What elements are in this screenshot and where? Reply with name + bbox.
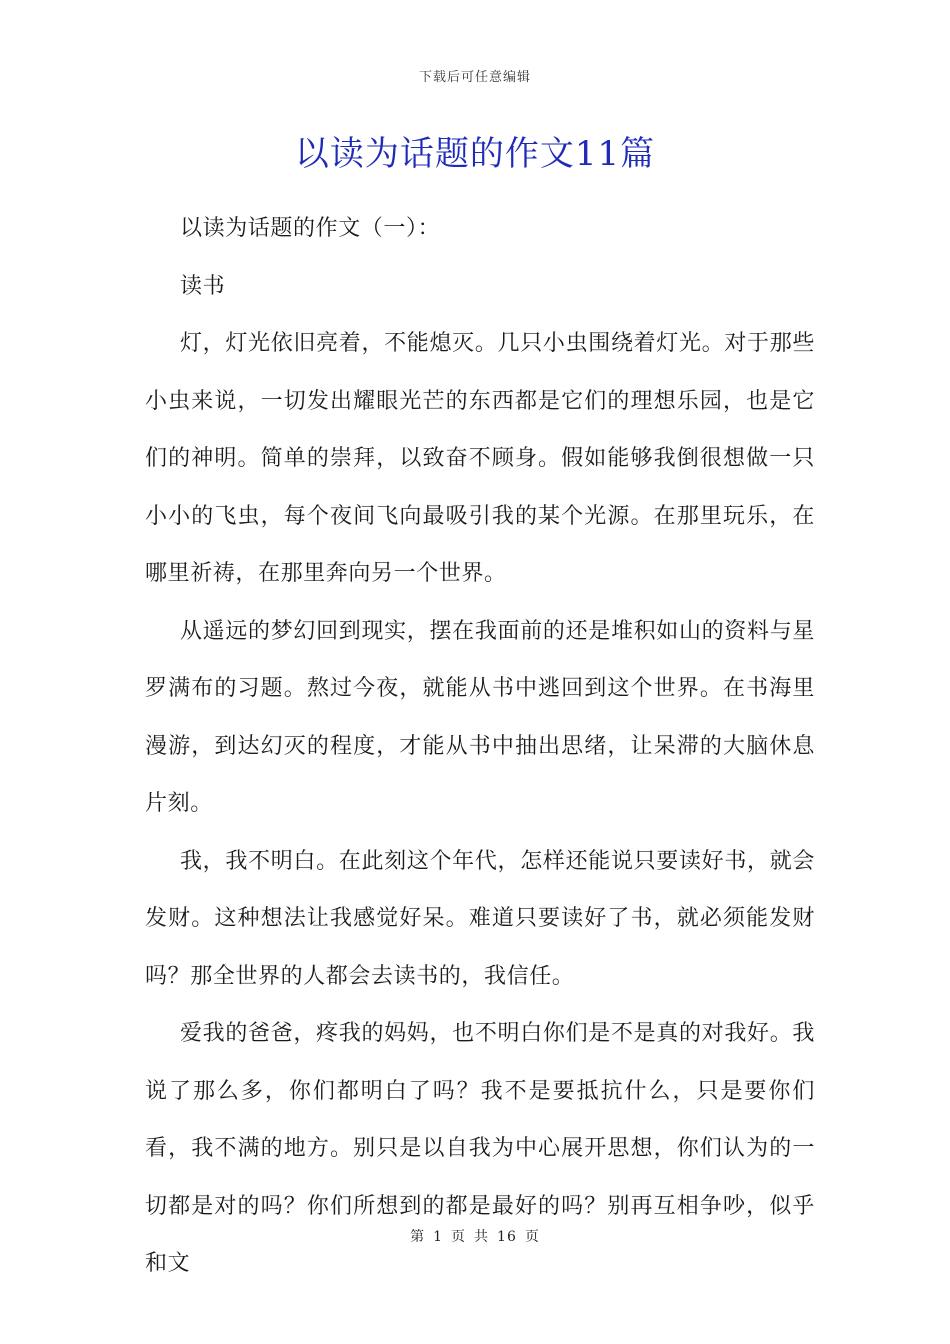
- page-footer: [0, 1226, 950, 1246]
- paragraph-reality: 从遥远的梦幻回到现实，摆在我面前的还是堆积如山的资料与星罗满布的习题。熬过今夜，就能从书中逃回到这个世界。在书海里漫游，到达幻灭的程度，才能从书中抽出思绪，让呆滞的大脑休息片刻。: [145, 618, 815, 816]
- header-note: 下载后可任意编辑: [418, 70, 531, 85]
- paragraph-parents: 爱我的爸爸，疼我的妈妈，也不明白你们是不是真的对我好。我说了那么多，你们都明白了吗？我不是要抵抗什么，只是要你们看，我不满的地方。别只是以自我为中心展开思想，你们认为的一切都是对的吗？你们所想到的都是最好的吗？别再互相争吵，似乎和文: [145, 1021, 815, 1276]
- paragraph-essay-title: 读书: [180, 273, 226, 299]
- paragraph-lamp: 灯，灯光依旧亮着，不能熄灭。几只小虫围绕着灯光。对于那些小虫来说，一切发出耀眼光芒的东西都是它们的理想乐园，也是它们的神明。简单的崇拜，以致奋不顾身。假如能够我倒很想做一只小小的飞虫，每个夜间飞向最吸引我的某个光源。在那里玩乐，在哪里祈祷，在那里奔向另一个世界。: [145, 331, 815, 586]
- footer-page-word: 页: [451, 1229, 467, 1245]
- document-body: [145, 200, 815, 1293]
- document-title: 以读为话题的作文11篇: [294, 134, 656, 174]
- footer-total-word: 共: [474, 1229, 490, 1245]
- footer-prefix: 第: [410, 1229, 426, 1245]
- paragraph-doubt: 我，我不明白。在此刻这个年代，怎样还能说只要读好书，就会发财。这种想法让我感觉好呆。难道只要读好了书，就必须能发财吗？那全世界的人都会去读书的，我信任。: [145, 848, 815, 989]
- paragraph-section-heading: 以读为话题的作文（一）：: [180, 216, 441, 241]
- footer-current-page: 1: [433, 1229, 444, 1245]
- footer-suffix: 页: [524, 1229, 540, 1245]
- footer-total-pages: 16: [497, 1229, 517, 1245]
